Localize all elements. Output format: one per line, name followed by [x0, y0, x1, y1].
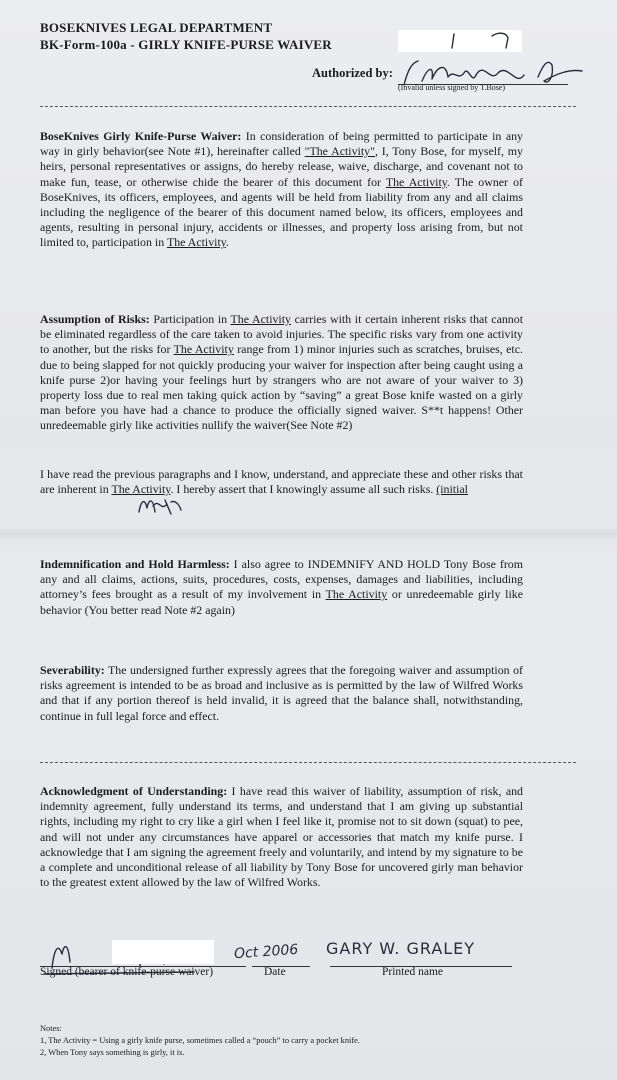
- risks-text: Participation in: [149, 312, 231, 326]
- initials-signature: [135, 494, 185, 518]
- waiver-text: . The owner of BoseKnives, its officers, employees, and agents will be held from liability from any and all claims including the negligence of the bearer of this document named below, its officers, employees and agents, resulting in personal injury, accidents or illnesses, and property loss arising from, but not limited to, participation in: [40, 174, 523, 250]
- waiver-text: , I, Tony Bose, for myself, my heirs, personal representatives or assigns, do hereby release, waive, discharge, and covenant not to make fun, tease, or otherwise chide the bearer of this document for: [40, 144, 523, 189]
- form-title: BK-Form-100a - GIRLY KNIFE-PURSE WAIVER: [40, 37, 332, 52]
- waiver-paragraph: [40, 129, 523, 251]
- authorized-label: Authorized by:: [312, 66, 393, 80]
- notes-title: Notes:: [40, 1024, 62, 1033]
- paper-fold: [0, 527, 617, 541]
- severability-text: The undersigned further expressly agrees that the foregoing waiver and assumption of risks agreement is intended to be as broad and inclusive as is permitted by the law of Wilfred Works and that if any portion thereof is held invalid, it is agreed that the balance shall, notwithstanding, continue in full legal force and effect.: [40, 663, 523, 723]
- indemnification-paragraph: [40, 557, 523, 618]
- redaction-box: [112, 940, 214, 964]
- read-paragraph: [40, 467, 523, 497]
- activity-term: The Activity: [385, 174, 447, 189]
- risks-text: range from 1) minor injuries such as scratches, bruises, etc. due to being slapped for not quickly producing your waiver for inspection after being caught using a knife purse 2)or having your feelings hurt by strangers who are not aware of your waiver to 3) property loss due to real men taking quick action by “saving” a great Bose knife wasted on a girly man before you have had a chance to produce the officially signed waiver. S**t happens! Other unredeemable girly like activities nullify the waiver(See Note #2): [40, 342, 523, 433]
- divider: [40, 106, 576, 107]
- waiver-text: In consideration of being permitted to participate in any way in girly behavior(see Note #1), hereinafter called: [40, 129, 523, 159]
- activity-term: The Activity: [166, 235, 226, 250]
- waiver-text: .: [225, 235, 229, 250]
- activity-term: The Activity: [173, 342, 234, 357]
- department-title: BOSEKNIVES LEGAL DEPARTMENT: [40, 20, 273, 35]
- read-text: . I hereby assert that I knowingly assume all such risks.: [170, 482, 437, 497]
- date-value: Oct 2006: [233, 941, 299, 963]
- acknowledgment-heading: Acknowledgment of Understanding:: [40, 784, 228, 798]
- severability-paragraph: [40, 663, 523, 724]
- authorized-note: (Invalid unless signed by T.Bose): [398, 83, 506, 92]
- indemnification-text: I also agree to INDEMNIFY AND HOLD Tony Bose from any and all claims, actions, suits, procedures, costs, expenses, damages and liabilities, including attorney’s fees brought as a result of my involvement in: [40, 557, 523, 602]
- severability-heading: Severability:: [40, 663, 105, 677]
- printed-name-label: Printed name: [382, 966, 443, 978]
- acknowledgment-text: I have read this waiver of liability, assumption of risk, and indemnity agreement, fully understand its terms, and understand that I am giving up substantial rights, including my right to cry like a girl when I feel like it, promise not to sit down (squat) to pee, and will not under any circumstances have apparel or accessories that match my knife purse. I acknowledge that I am signing the agreement freely and voluntarily, and intend by my signature to be a complete and unconditional release of all liability by Tony Bose for uncovered girly man behavior to the greatest extent allowed by the law of Wilfred Works.: [40, 784, 523, 890]
- note-item: 2, When Tony says something is girly, it is.: [40, 1048, 185, 1057]
- waiver-heading: BoseKnives Girly Knife-Purse Waiver:: [40, 129, 242, 143]
- activity-term: The Activity: [325, 587, 388, 602]
- date-label: Date: [264, 966, 286, 978]
- indemnification-heading: Indemnification and Hold Harmless:: [40, 557, 230, 571]
- divider: [40, 762, 576, 763]
- activity-term: The Activity: [230, 312, 291, 326]
- redacted-signature-fragment: [440, 30, 530, 52]
- acknowledgment-paragraph: [40, 784, 523, 890]
- note-item: 1, The Activity = Using a girly knife purse, sometimes called a “pouch” to carry a pocket knife.: [40, 1036, 360, 1045]
- printed-name-value: GARY W. GRALEY: [326, 939, 476, 958]
- risks-text: carries with it certain inherent risks that cannot be eliminated regardless of the care taken to avoid injuries. The specific risks vary from one activity to another, but the risks for: [40, 312, 523, 357]
- activity-term: "The Activity": [304, 144, 375, 159]
- signed-label: Signed (bearer of knife-purse waiver): [40, 966, 214, 978]
- risks-paragraph: [40, 312, 523, 434]
- indemnification-text: or unredeemable girly like behavior (You better read Note #2 again): [40, 587, 523, 617]
- risks-heading: Assumption of Risks:: [40, 312, 150, 326]
- read-text: I have read the previous paragraphs and I know, understand, and appreciate these and other risks that are inherent in: [40, 467, 523, 497]
- activity-term: The Activity: [111, 482, 171, 497]
- initial-label: (initial: [436, 482, 468, 497]
